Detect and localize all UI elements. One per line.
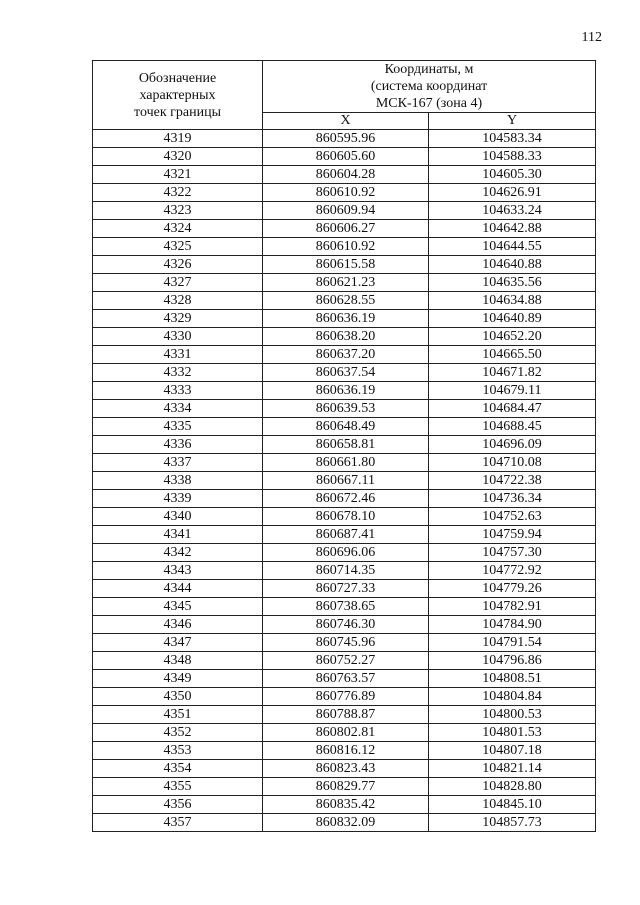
point-id-cell: 4332 [93, 364, 263, 382]
point-id-cell: 4322 [93, 184, 263, 202]
x-coordinate-cell: 860637.20 [263, 346, 429, 364]
table-row [93, 166, 596, 184]
x-coordinate-cell: 860638.20 [263, 328, 429, 346]
y-coordinate-cell: 104828.80 [429, 778, 596, 796]
table-row [93, 274, 596, 292]
point-id-cell: 4349 [93, 670, 263, 688]
table-row [93, 184, 596, 202]
x-coordinate-cell: 860746.30 [263, 616, 429, 634]
y-coordinate-cell: 104588.33 [429, 148, 596, 166]
y-coordinate-cell: 104605.30 [429, 166, 596, 184]
x-coordinate-cell: 860823.43 [263, 760, 429, 778]
table-row [93, 724, 596, 742]
x-coordinate-cell: 860745.96 [263, 634, 429, 652]
header-coords-line: Координаты, м [384, 62, 474, 77]
y-coordinate-cell: 104665.50 [429, 346, 596, 364]
y-coordinate-cell: 104684.47 [429, 400, 596, 418]
x-coordinate-cell: 860621.23 [263, 274, 429, 292]
x-coordinate-cell: 860661.80 [263, 454, 429, 472]
table-row [93, 310, 596, 328]
y-coordinate-cell: 104784.90 [429, 616, 596, 634]
table-row [93, 742, 596, 760]
x-coordinate-cell: 860788.87 [263, 706, 429, 724]
point-id-cell: 4341 [93, 526, 263, 544]
point-id-cell: 4355 [93, 778, 263, 796]
y-coordinate-cell: 104679.11 [429, 382, 596, 400]
point-id-cell: 4334 [93, 400, 263, 418]
x-coordinate-cell: 860752.27 [263, 652, 429, 670]
table-row [93, 760, 596, 778]
y-coordinate-cell: 104634.88 [429, 292, 596, 310]
table-row [93, 706, 596, 724]
x-coordinate-cell: 860678.10 [263, 508, 429, 526]
x-coordinate-cell: 860802.81 [263, 724, 429, 742]
x-coordinate-cell: 860610.92 [263, 184, 429, 202]
point-id-cell: 4327 [93, 274, 263, 292]
header-point-designation [93, 61, 263, 130]
point-id-cell: 4328 [93, 292, 263, 310]
header-x: X [263, 113, 429, 130]
table-row [93, 454, 596, 472]
y-coordinate-cell: 104821.14 [429, 760, 596, 778]
x-coordinate-cell: 860609.94 [263, 202, 429, 220]
x-coordinate-cell: 860727.33 [263, 580, 429, 598]
table-row [93, 670, 596, 688]
x-coordinate-cell: 860696.06 [263, 544, 429, 562]
table-row [93, 508, 596, 526]
y-coordinate-cell: 104808.51 [429, 670, 596, 688]
x-coordinate-cell: 860816.12 [263, 742, 429, 760]
y-coordinate-cell: 104752.63 [429, 508, 596, 526]
point-id-cell: 4357 [93, 814, 263, 832]
x-coordinate-cell: 860687.41 [263, 526, 429, 544]
point-id-cell: 4329 [93, 310, 263, 328]
header-point-line: характерных [139, 87, 216, 103]
y-coordinate-cell: 104804.84 [429, 688, 596, 706]
header-coords-line: (система координат [370, 79, 488, 94]
y-coordinate-cell: 104688.45 [429, 418, 596, 436]
point-id-cell: 4346 [93, 616, 263, 634]
table-row [93, 202, 596, 220]
point-id-cell: 4345 [93, 598, 263, 616]
table-row [93, 580, 596, 598]
point-id-cell: 4338 [93, 472, 263, 490]
point-id-cell: 4353 [93, 742, 263, 760]
header-point-line: Обозначение [138, 70, 217, 86]
y-coordinate-cell: 104640.89 [429, 310, 596, 328]
y-coordinate-cell: 104696.09 [429, 436, 596, 454]
point-id-cell: 4324 [93, 220, 263, 238]
y-coordinate-cell: 104791.54 [429, 634, 596, 652]
x-coordinate-cell: 860628.55 [263, 292, 429, 310]
table-row [93, 688, 596, 706]
table-row [93, 652, 596, 670]
header-y: Y [429, 113, 596, 130]
point-id-cell: 4350 [93, 688, 263, 706]
point-id-cell: 4343 [93, 562, 263, 580]
y-coordinate-cell: 104779.26 [429, 580, 596, 598]
table-row [93, 796, 596, 814]
table-row [93, 598, 596, 616]
y-coordinate-cell: 104736.34 [429, 490, 596, 508]
x-coordinate-cell: 860835.42 [263, 796, 429, 814]
x-coordinate-cell: 860636.19 [263, 310, 429, 328]
header-coordinates [263, 61, 596, 113]
table-row [93, 400, 596, 418]
point-id-cell: 4347 [93, 634, 263, 652]
point-id-cell: 4356 [93, 796, 263, 814]
table-row [93, 238, 596, 256]
y-coordinate-cell: 104857.73 [429, 814, 596, 832]
x-coordinate-cell: 860738.65 [263, 598, 429, 616]
table-row [93, 328, 596, 346]
table-row [93, 544, 596, 562]
point-id-cell: 4326 [93, 256, 263, 274]
table-row [93, 382, 596, 400]
header-point-line: точек границы [134, 104, 221, 120]
y-coordinate-cell: 104845.10 [429, 796, 596, 814]
x-coordinate-cell: 860605.60 [263, 148, 429, 166]
x-coordinate-cell: 860636.19 [263, 382, 429, 400]
x-coordinate-cell: 860615.58 [263, 256, 429, 274]
point-id-cell: 4354 [93, 760, 263, 778]
table-row [93, 616, 596, 634]
point-id-cell: 4351 [93, 706, 263, 724]
point-id-cell: 4352 [93, 724, 263, 742]
table-row [93, 292, 596, 310]
y-coordinate-cell: 104626.91 [429, 184, 596, 202]
y-coordinate-cell: 104671.82 [429, 364, 596, 382]
point-id-cell: 4336 [93, 436, 263, 454]
table-row [93, 562, 596, 580]
table-row [93, 814, 596, 832]
point-id-cell: 4320 [93, 148, 263, 166]
x-coordinate-cell: 860776.89 [263, 688, 429, 706]
table-row [93, 220, 596, 238]
y-coordinate-cell: 104757.30 [429, 544, 596, 562]
y-coordinate-cell: 104635.56 [429, 274, 596, 292]
y-coordinate-cell: 104782.91 [429, 598, 596, 616]
point-id-cell: 4330 [93, 328, 263, 346]
x-coordinate-cell: 860639.53 [263, 400, 429, 418]
table-header-row [93, 61, 596, 113]
y-coordinate-cell: 104796.86 [429, 652, 596, 670]
x-coordinate-cell: 860637.54 [263, 364, 429, 382]
y-coordinate-cell: 104800.53 [429, 706, 596, 724]
y-coordinate-cell: 104710.08 [429, 454, 596, 472]
point-id-cell: 4348 [93, 652, 263, 670]
y-coordinate-cell: 104801.53 [429, 724, 596, 742]
x-coordinate-cell: 860610.92 [263, 238, 429, 256]
y-coordinate-cell: 104642.88 [429, 220, 596, 238]
x-coordinate-cell: 860714.35 [263, 562, 429, 580]
y-coordinate-cell: 104583.34 [429, 130, 596, 148]
point-id-cell: 4319 [93, 130, 263, 148]
x-coordinate-cell: 860648.49 [263, 418, 429, 436]
table-row [93, 256, 596, 274]
point-id-cell: 4342 [93, 544, 263, 562]
table-row [93, 472, 596, 490]
y-coordinate-cell: 104640.88 [429, 256, 596, 274]
table-row [93, 148, 596, 166]
x-coordinate-cell: 860595.96 [263, 130, 429, 148]
x-coordinate-cell: 860658.81 [263, 436, 429, 454]
y-coordinate-cell: 104772.92 [429, 562, 596, 580]
x-coordinate-cell: 860604.28 [263, 166, 429, 184]
point-id-cell: 4337 [93, 454, 263, 472]
table-row [93, 130, 596, 148]
y-coordinate-cell: 104644.55 [429, 238, 596, 256]
point-id-cell: 4344 [93, 580, 263, 598]
point-id-cell: 4340 [93, 508, 263, 526]
point-id-cell: 4321 [93, 166, 263, 184]
x-coordinate-cell: 860606.27 [263, 220, 429, 238]
point-id-cell: 4335 [93, 418, 263, 436]
table-row [93, 436, 596, 454]
table-row [93, 634, 596, 652]
table-row [93, 418, 596, 436]
point-id-cell: 4333 [93, 382, 263, 400]
point-id-cell: 4331 [93, 346, 263, 364]
y-coordinate-cell: 104652.20 [429, 328, 596, 346]
point-id-cell: 4323 [93, 202, 263, 220]
table-row [93, 364, 596, 382]
header-coords-line: МСК-167 (зона 4) [375, 96, 483, 111]
y-coordinate-cell: 104722.38 [429, 472, 596, 490]
table-row [93, 346, 596, 364]
table-body [93, 130, 596, 832]
x-coordinate-cell: 860763.57 [263, 670, 429, 688]
x-coordinate-cell: 860832.09 [263, 814, 429, 832]
point-id-cell: 4325 [93, 238, 263, 256]
point-id-cell: 4339 [93, 490, 263, 508]
y-coordinate-cell: 104759.94 [429, 526, 596, 544]
coordinates-table [92, 60, 596, 832]
page-number: 112 [581, 30, 602, 45]
y-coordinate-cell: 104633.24 [429, 202, 596, 220]
table-row [93, 778, 596, 796]
x-coordinate-cell: 860667.11 [263, 472, 429, 490]
x-coordinate-cell: 860672.46 [263, 490, 429, 508]
table-row [93, 526, 596, 544]
x-coordinate-cell: 860829.77 [263, 778, 429, 796]
y-coordinate-cell: 104807.18 [429, 742, 596, 760]
table-row [93, 490, 596, 508]
